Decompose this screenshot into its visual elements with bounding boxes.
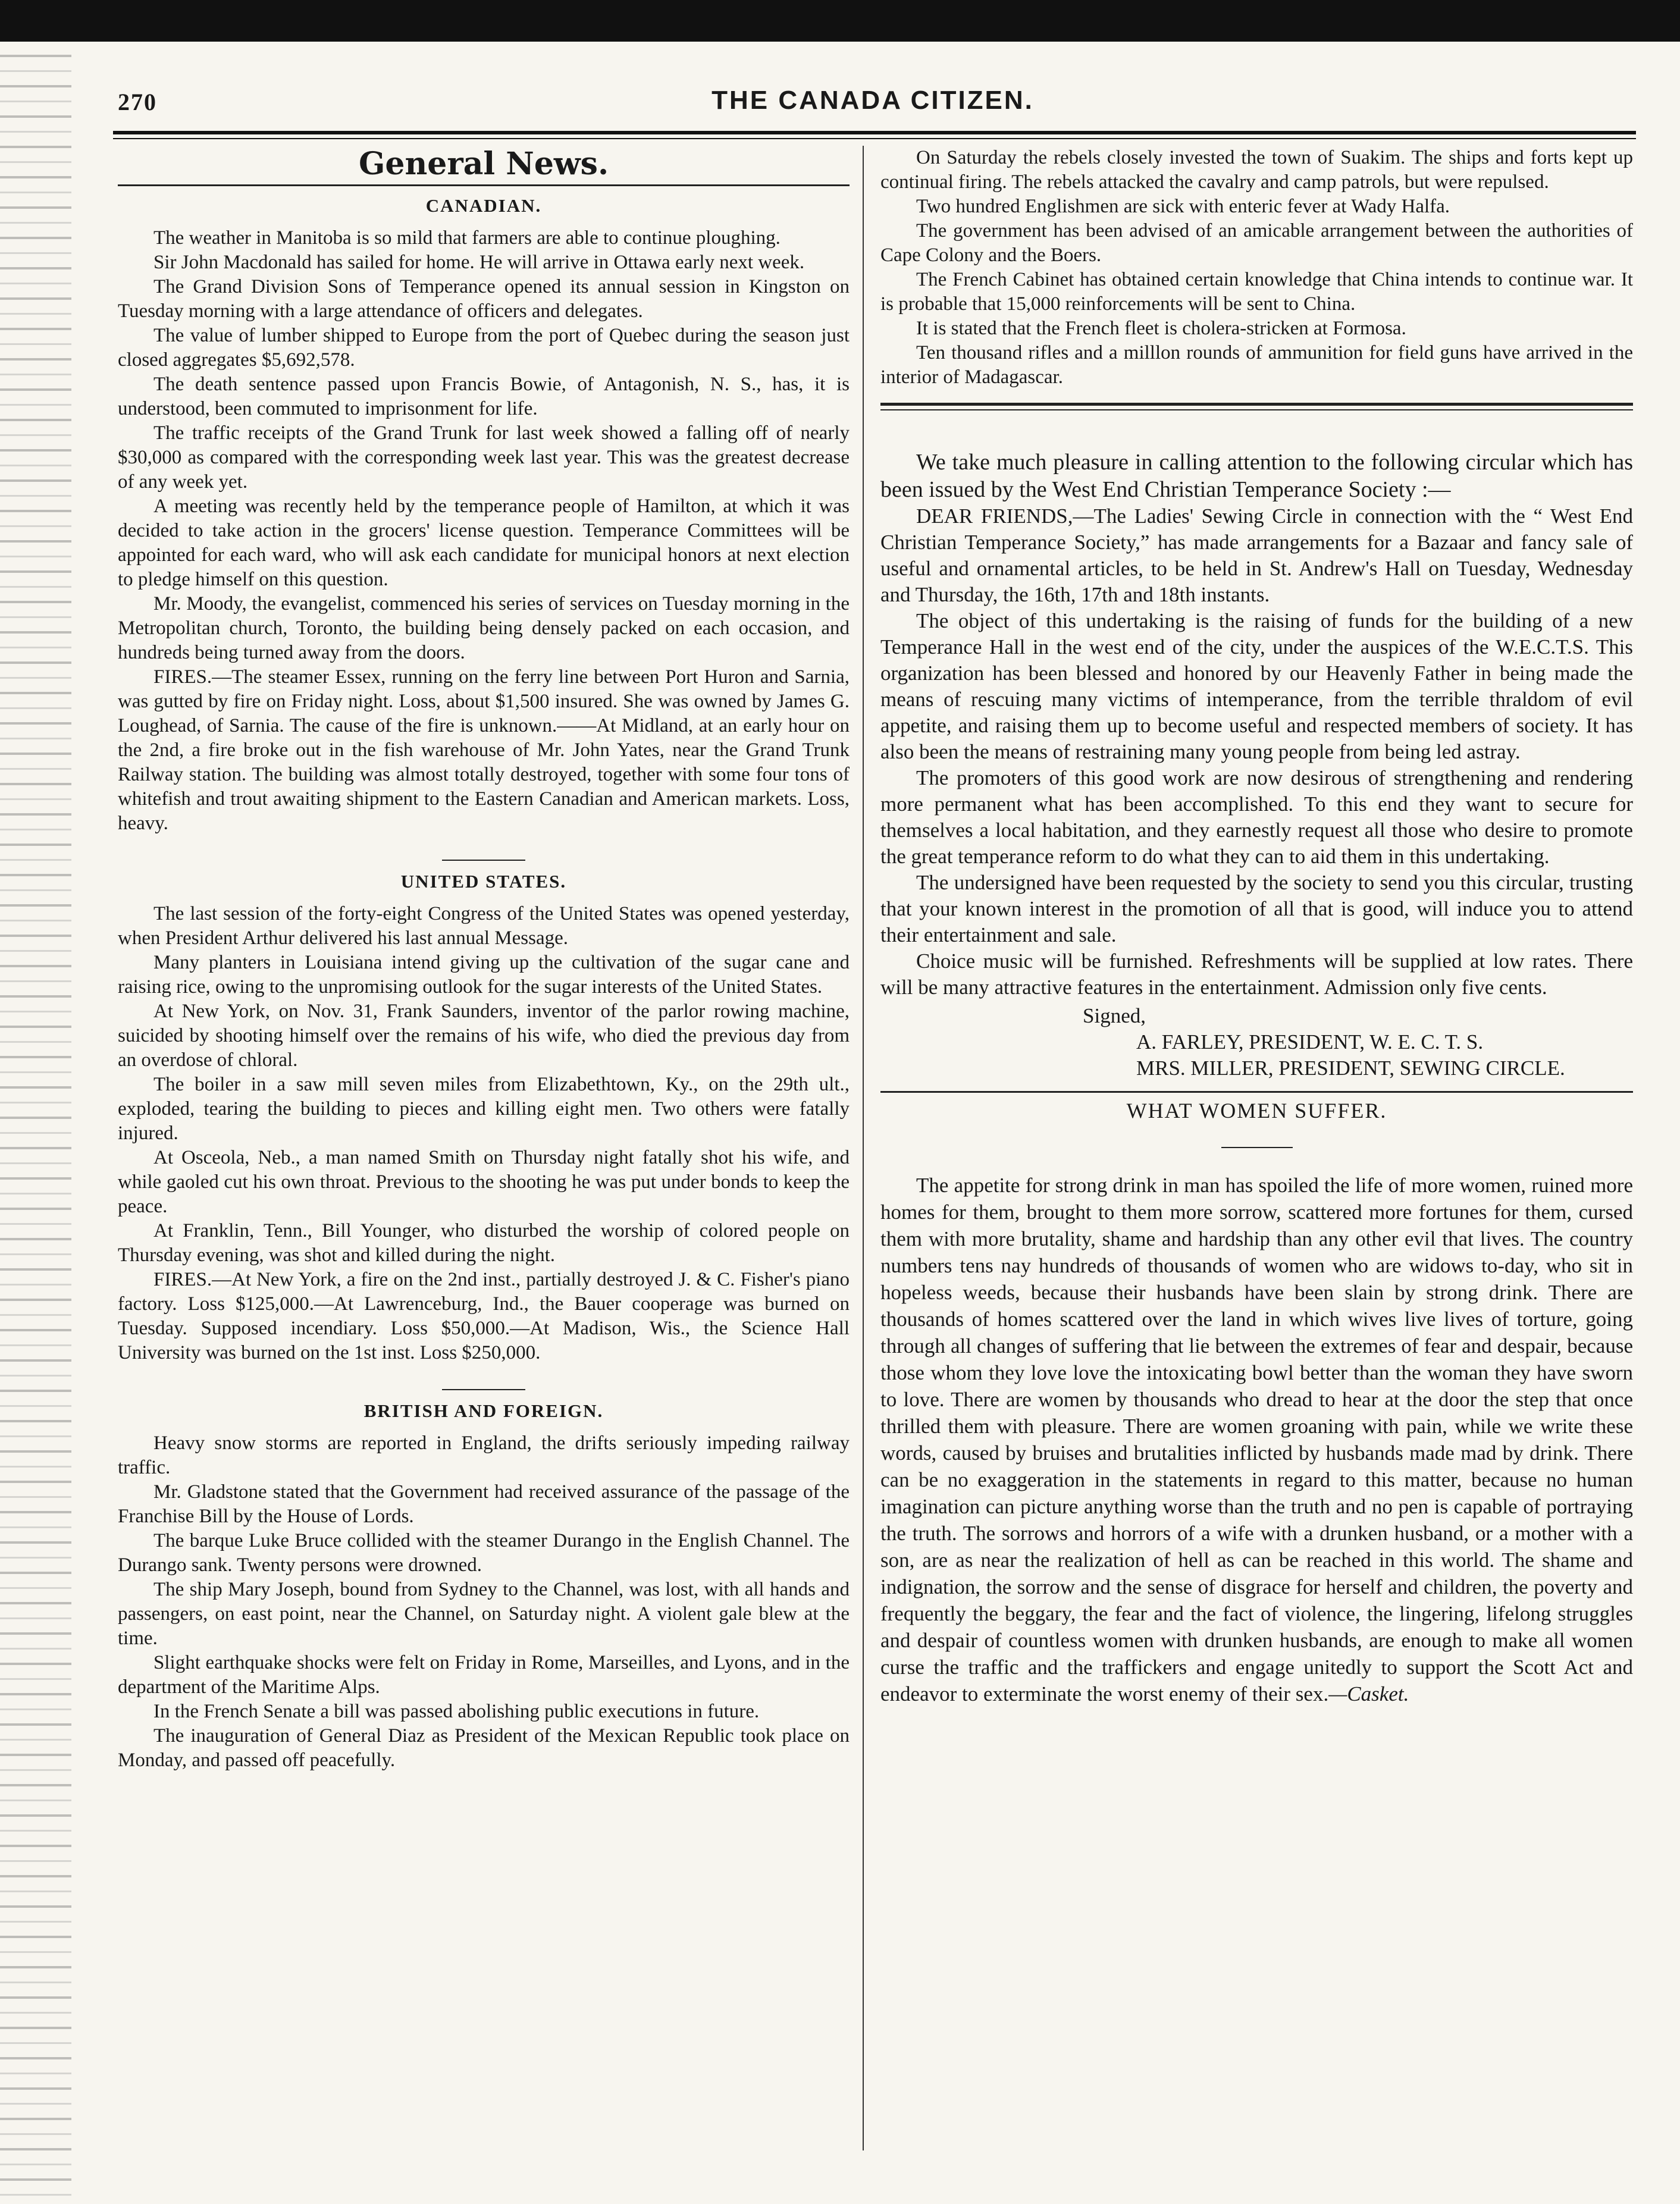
signed-label: Signed,	[1083, 1004, 1146, 1027]
news-item: The value of lumber shipped to Europe from the port of Quebec during the season just closed aggregates $5,692,578.	[118, 325, 850, 371]
newspaper-page	[89, 42, 1656, 2195]
left-column	[118, 146, 850, 1773]
news-item: The inauguration of General Diaz as President of the Mexican Republic took place on Monday, and passed off peacefully.	[118, 1725, 850, 1771]
news-item: FIRES.—At New York, a fire on the 2nd inst., partially destroyed J. & C. Fisher's piano factory. Loss $125,000.—At Lawrenceburg, Ind., the Bauer cooperage was burned on Tuesday. Supposed incendiary. Loss $50,000.—At Madison, Wis., the Science Hall University was burned on the 1st inst. Loss $250,000.	[118, 1269, 850, 1363]
paper-title: THE CANADA CITIZEN.	[712, 86, 1034, 115]
news-item: At New York, on Nov. 31, Frank Saunders, inventor of the parlor rowing machine, suicided by shooting himself over the remains of his wife, who died the previous day from an overdose of chloral.	[118, 1001, 850, 1071]
signature-block	[880, 1003, 1633, 1081]
news-item: Two hundred Englishmen are sick with enteric fever at Wady Halfa.	[916, 196, 1450, 217]
heading-united-states: UNITED STATES.	[400, 871, 567, 892]
news-item: In the French Senate a bill was passed abolishing public executions in future.	[153, 1701, 760, 1722]
news-item: Mr. Moody, the evangelist, commenced his series of services on Tuesday morning in the Metropolitan church, Toronto, the building being densely packed on each occasion, and hundreds being turned away from the doors.	[118, 593, 850, 663]
circular-paragraph: The promoters of this good work are now desirous of strengthening and rendering more permanent what has been accomplished. To this end they want to secure for themselves a local habitation, and they earnestly request all those who desire to promote the great temperance reform to do what they can to aid them in this undertaking.	[880, 766, 1633, 868]
article-title: WHAT WOMEN SUFFER.	[1126, 1099, 1387, 1123]
news-item: Mr. Gladstone stated that the Government had received assurance of the passage of the Franchise Bill by the House of Lords.	[118, 1481, 850, 1527]
news-item: At Osceola, Neb., a man named Smith on Thursday night fatally shot his wife, and while gaoled cut his own throat. Previous to the shooting he was put under bonds to keep the peace.	[118, 1147, 850, 1217]
circular-paragraph: The object of this undertaking is the raising of funds for the building of a new Temperance Hall in the west end of the city, under the auspices of the W.E.C.T.S. This organization has been blessed and honored by our Heavenly Father in being made the means of rescuing many victims of intemperance, from the terrible thraldom of evil appetite, and raising them up to become useful and respected members of society. It has also been the means of restraining many young people from being led astray.	[880, 609, 1633, 763]
divider	[442, 1389, 525, 1390]
article-body	[880, 1172, 1633, 1707]
divider	[880, 1091, 1633, 1093]
news-item: The French Cabinet has obtained certain knowledge that China intends to continue war. It is probable that 15,000 reinforcements will be sent to China.	[880, 269, 1633, 315]
page-header	[89, 82, 1656, 130]
news-item: The Grand Division Sons of Temperance opened its annual session in Kingston on Tuesday morning with a large attendance of officers and delegates.	[118, 276, 850, 322]
article-source: —Casket.	[1328, 1682, 1409, 1705]
news-item: Ten thousand rifles and a milllon rounds of ammunition for field guns have arrived in the interior of Madagascar.	[880, 342, 1633, 388]
heading-british-foreign: BRITISH AND FOREIGN.	[363, 1400, 604, 1421]
circular-paragraph: The undersigned have been requested by the society to send you this circular, trusting that your known interest in the promotion of all that is good, will induce you to attend their entertainment and sale.	[880, 871, 1633, 946]
news-item: The death sentence passed upon Francis Bowie, of Antagonish, N. S., has, it is understood, been commuted to imprisonment for life.	[118, 374, 850, 419]
circular-notice	[880, 449, 1633, 1081]
circular-text: —The Ladies' Sewing Circle in connection with the “ West End Christian Temperance Society,” has made arrangements for a Bazaar and fancy sale of useful and ornamental articles, to be held in St. Andrew's Hall on Tuesday, Wednesday and Thursday, the 16th, 17th and 18th instants.	[880, 504, 1634, 606]
article-paragraph	[880, 1172, 1633, 1707]
right-column	[880, 146, 1633, 1707]
page-number: 270	[118, 89, 157, 115]
scan-top-band	[0, 0, 1680, 42]
circular-paragraph: Choice music will be furnished. Refreshments will be supplied at low rates. There will be many attractive features in the entertainment. Admission only five cents.	[880, 949, 1633, 999]
news-item: It is stated that the French fleet is cholera-stricken at Formosa.	[916, 318, 1406, 339]
heading-canadian: CANADIAN.	[425, 195, 542, 216]
article-text: The appetite for strong drink in man has spoiled the life of more women, ruined more homes for them, brought to them more sorrow, scattered more fortunes for them, cursed them with more brutality, shame and hardship than any other evil that lives. The country numbers tens nay hundreds of thousands of women who are widows to-day, who sit in hopeless weeds, because their husbands have been slain by strong drink. There are thousands of homes scattered over the land in which wives live lives of torture, going through all changes of suffering that lie between the extremes of fear and despair, because those whom they love love the intoxicating bowl better than the woman they have sworn to love. There are women by thousands who dread to hear at the door the step that once thrilled them with pleasure. There are women groaning with pain, while we write these words, caused by bruises and brutalities inflicted by husbands made mad by drink. There can be no exaggeration in the statements in regard to this matter, because no human imagination can picture anything worse than the truth and no pen is capable of portraying the truth. The sorrows and horrors of a wife with a drunken husband, or a mother with a son, are as near the realization of hell as can be reached in this world. The shame and indignation, the sorrow and the sense of disgrace for herself and children, the poverty and frequently the beggary, the fear and the fact of violence, the lingering, lifelong struggles and despair of countless women with drunken husbands, are enough to make all women curse the traffic and the traffickers and engage unitedly to support the Scott Act and endeavor to exterminate the worst enemy of their sex.	[880, 1174, 1633, 1705]
double-divider	[880, 403, 1633, 410]
news-item: The barque Luke Bruce collided with the steamer Durango in the English Channel. The Durango sank. Twenty persons were drowned.	[118, 1530, 850, 1576]
news-item: Sir John Macdonald has sailed for home. He will arrive in Ottawa early next week.	[153, 252, 805, 273]
news-item: At Franklin, Tenn., Bill Younger, who disturbed the worship of colored people on Thursday evening, was shot and killed during the night.	[118, 1220, 850, 1266]
divider	[442, 860, 525, 861]
news-item: The government has been advised of an amicable arrangement between the authorities of Cape Colony and the Boers.	[880, 220, 1633, 266]
signature: A. FARLEY, PRESIDENT, W. E. C. T. S.	[1136, 1030, 1484, 1054]
column-divider	[863, 146, 864, 2150]
news-item: FIRES.—The steamer Essex, running on the ferry line between Port Huron and Sarnia, was gutted by fire on Friday night. Loss, about $1,500 insured. She was owned by James G. Loughead, of Sarnia. The cause of the fire is unknown.——At Midland, at an early hour on the 2nd, a fire broke out in the fish warehouse of Mr. John Yates, near the Grand Trunk Railway station. The building was almost totally destroyed, together with some four tons of whitefish and trout awaiting shipment to the Eastern Canadian and American markets. Loss, heavy.	[118, 666, 850, 834]
news-item: The last session of the forty-eight Congress of the United States was opened yesterday, when President Arthur delivered his last annual Message.	[118, 903, 850, 949]
header-rule-thin	[113, 138, 1636, 139]
news-item: The boiler in a saw mill seven miles from Elizabethtown, Ky., on the 29th ult., exploded, tearing the building to pieces and killing eight men. Two others were fatally injured.	[118, 1074, 850, 1144]
divider	[118, 184, 850, 186]
news-item: The ship Mary Joseph, bound from Sydney to the Channel, was lost, with all hands and passengers, on east point, near the Channel, on Saturday night. A violent gale blew at the time.	[118, 1579, 850, 1649]
news-item: The weather in Manitoba is so mild that farmers are able to continue ploughing.	[153, 227, 781, 249]
news-item: A meeting was recently held by the temperance people of Hamilton, at which it was decided to take action in the grocers' license question. Temperance Committees will be appointed for each ward, who will ask each candidate for municipal honors at next election to pledge himself on this question.	[118, 496, 850, 590]
circular-paragraph	[880, 503, 1633, 608]
header-rule	[113, 131, 1636, 134]
circular-intro: We take much pleasure in calling attention to the following circular which has been issued by the West End Christian Temperance Society :—	[880, 450, 1633, 502]
news-item: Slight earthquake shocks were felt on Friday in Rome, Marseilles, and Lyons, and in the department of the Maritime Alps.	[118, 1652, 850, 1698]
divider	[1221, 1147, 1293, 1148]
scan-binding-edge	[0, 42, 71, 2204]
news-item: On Saturday the rebels closely invested the town of Suakim. The ships and forts kept up continual firing. The rebels attacked the cavalry and camp patrols, but were repulsed.	[880, 147, 1633, 193]
section-masthead: General News.	[358, 146, 609, 182]
signature: MRS. MILLER, PRESIDENT, SEWING CIRCLE.	[1136, 1056, 1565, 1080]
salutation: DEAR FRIENDS,	[916, 504, 1073, 528]
news-item: The traffic receipts of the Grand Trunk for last week showed a falling off of nearly $30,000 as compared with the corresponding week last year. This was the greatest decrease of any week yet.	[118, 422, 850, 493]
news-item: Heavy snow storms are reported in England, the drifts seriously impeding railway traffic.	[118, 1432, 850, 1478]
news-item: Many planters in Louisiana intend giving up the cultivation of the sugar cane and raising rice, owing to the unpromising outlook for the sugar interests of the United States.	[118, 952, 850, 998]
